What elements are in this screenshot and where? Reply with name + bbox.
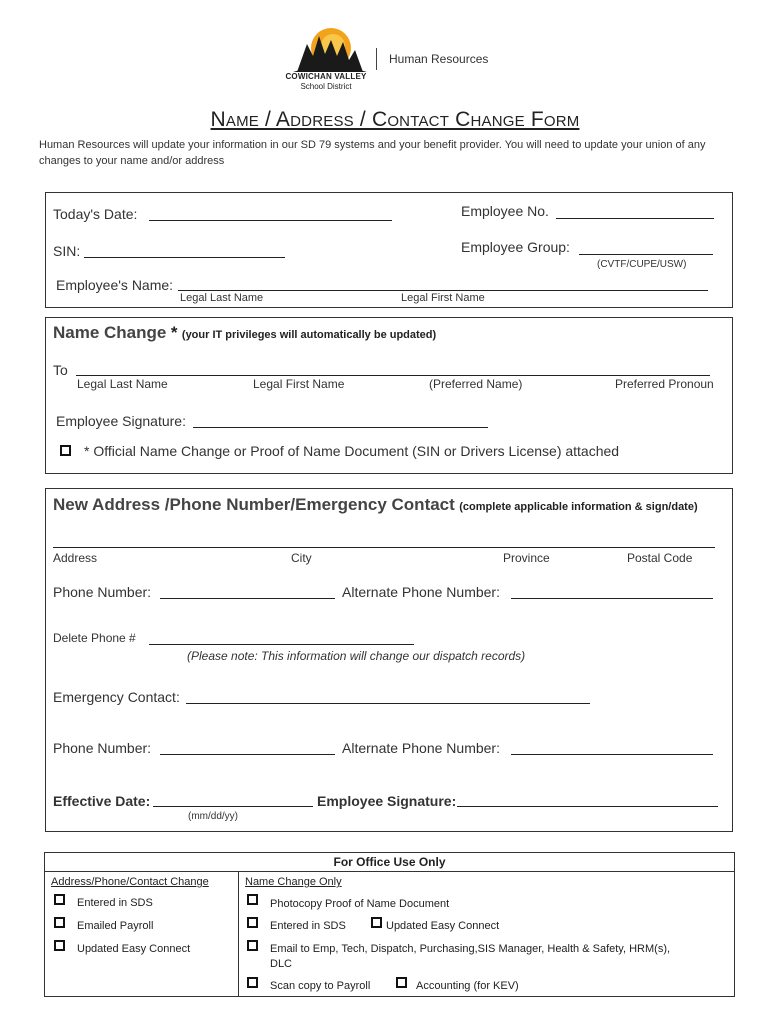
- address-caption: Address: [53, 551, 98, 565]
- phone-label: Phone Number:: [53, 584, 152, 600]
- effective-date-label: Effective Date:: [53, 793, 151, 809]
- employee-group-hint: (CVTF/CUPE/USW): [597, 259, 687, 270]
- todays-date-label: Today's Date:: [53, 206, 138, 222]
- office-email-checkbox[interactable]: [247, 940, 258, 951]
- alt-phone-field[interactable]: [511, 598, 713, 599]
- address-title: New Address /Phone Number/Emergency Contact: [53, 495, 455, 514]
- phone-field-2[interactable]: [160, 754, 335, 755]
- new-name-field[interactable]: [76, 375, 710, 376]
- address-signature-field[interactable]: [457, 806, 718, 807]
- effective-date-field[interactable]: [153, 806, 313, 807]
- address-field[interactable]: [53, 547, 715, 548]
- address-signature-label: Employee Signature:: [317, 793, 457, 809]
- postal-code-caption: Postal Code: [627, 551, 693, 565]
- new-legal-last-caption: Legal Last Name: [77, 377, 168, 391]
- to-label: To: [53, 362, 68, 378]
- office-accounting-checkbox[interactable]: [396, 977, 407, 988]
- phone-label-2: Phone Number:: [53, 740, 152, 756]
- office-name-easy-connect-checkbox[interactable]: [371, 917, 382, 928]
- office-sds-label: Entered in SDS: [77, 897, 153, 909]
- name-change-asterisk: *: [170, 323, 178, 342]
- address-heading: [53, 495, 698, 515]
- logo-subname: School District: [300, 82, 352, 91]
- name-change-heading: [53, 323, 436, 343]
- name-signature-label: Employee Signature:: [56, 413, 186, 429]
- logo-emblem-icon: [283, 22, 373, 74]
- office-name-sds-checkbox[interactable]: [247, 917, 258, 928]
- address-note: (complete applicable information & sign/date): [459, 501, 698, 513]
- form-intro: Human Resources will update your information in our SD 79 systems and your benefit provider. You will need to update your union of any changes to your name and/or address: [39, 139, 706, 167]
- dispatch-note: (Please note: This information will change our dispatch records): [187, 649, 526, 663]
- name-signature-field[interactable]: [193, 427, 488, 428]
- emergency-contact-field[interactable]: [186, 703, 590, 704]
- date-format-caption: (mm/dd/yy): [188, 811, 238, 822]
- office-email-label-line1: Email to Emp, Tech, Dispatch, Purchasing,SIS Manager, Health & Safety, HRM(s),: [270, 943, 671, 955]
- office-accounting-label: Accounting (for KEV): [416, 980, 519, 992]
- office-column-divider: [238, 871, 239, 997]
- office-name-easy-connect-label: Updated Easy Connect: [386, 920, 500, 932]
- form-title: Name / Address / Contact Change Form: [210, 108, 580, 131]
- city-caption: City: [291, 551, 312, 565]
- employee-no-label: Employee No.: [461, 203, 549, 219]
- alt-phone-field-2[interactable]: [511, 754, 713, 755]
- logo-name: COWICHAN VALLEY: [285, 72, 367, 81]
- legal-first-name-caption: Legal First Name: [401, 292, 485, 304]
- office-left-heading: Address/Phone/Contact Change: [51, 876, 209, 888]
- name-change-title: Name Change: [53, 323, 167, 342]
- office-title-row-divider: [44, 871, 735, 872]
- name-change-note: (your IT privileges will automatically be updated): [181, 329, 437, 341]
- preferred-name-caption: (Preferred Name): [429, 377, 523, 391]
- emergency-contact-label: Emergency Contact:: [53, 689, 180, 705]
- employee-name-label: Employee's Name:: [56, 277, 174, 293]
- sin-field[interactable]: [84, 257, 285, 258]
- preferred-pronoun-caption: Preferred Pronoun: [615, 377, 714, 391]
- alt-phone-label: Alternate Phone Number:: [342, 584, 500, 600]
- header-divider: [376, 48, 377, 70]
- office-photocopy-checkbox[interactable]: [247, 894, 258, 905]
- employee-group-label: Employee Group:: [461, 239, 570, 255]
- legal-last-name-caption: Legal Last Name: [180, 292, 264, 304]
- office-payroll-checkbox[interactable]: [54, 917, 65, 928]
- district-logo: [283, 22, 373, 94]
- office-right-heading: Name Change Only: [245, 876, 342, 888]
- alt-phone-label-2: Alternate Phone Number:: [342, 740, 500, 756]
- delete-phone-field[interactable]: [149, 644, 414, 645]
- office-scan-checkbox[interactable]: [247, 977, 258, 988]
- employee-name-field[interactable]: [178, 290, 708, 291]
- office-name-sds-label: Entered in SDS: [270, 920, 346, 932]
- phone-field[interactable]: [160, 598, 335, 599]
- office-easy-connect-label: Updated Easy Connect: [77, 943, 191, 955]
- employee-no-field[interactable]: [556, 218, 714, 219]
- delete-phone-label: Delete Phone #: [53, 631, 136, 645]
- office-email-label-line2: DLC: [270, 958, 293, 970]
- name-doc-checkbox[interactable]: [60, 445, 71, 456]
- new-legal-first-caption: Legal First Name: [253, 377, 345, 391]
- office-sds-checkbox[interactable]: [54, 894, 65, 905]
- department-label: Human Resources: [389, 52, 489, 66]
- todays-date-field[interactable]: [149, 220, 392, 221]
- employee-group-field[interactable]: [579, 254, 713, 255]
- province-caption: Province: [503, 551, 550, 565]
- office-title: For Office Use Only: [333, 855, 446, 869]
- office-payroll-label: Emailed Payroll: [77, 920, 154, 932]
- sin-label: SIN:: [53, 243, 81, 259]
- office-scan-label: Scan copy to Payroll: [270, 980, 371, 992]
- office-photocopy-label: Photocopy Proof of Name Document: [270, 898, 450, 910]
- office-easy-connect-checkbox[interactable]: [54, 940, 65, 951]
- name-doc-label: * Official Name Change or Proof of Name Document (SIN or Drivers License) attached: [84, 443, 620, 459]
